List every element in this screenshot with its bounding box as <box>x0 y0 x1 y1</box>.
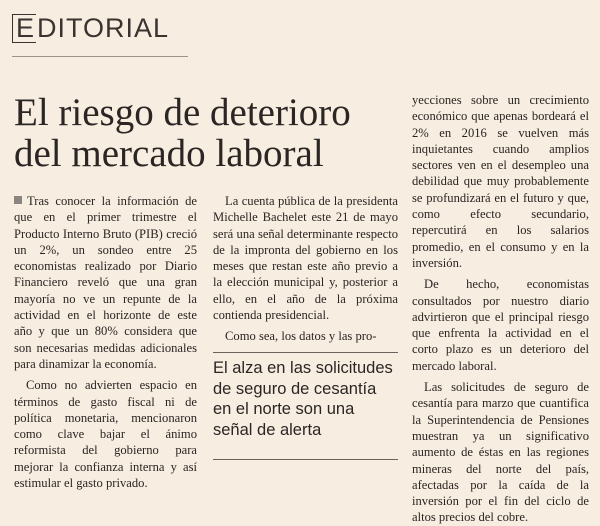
section-header-initial: E <box>12 14 36 43</box>
pullquote-top-rule <box>213 352 398 353</box>
paragraph: Como sea, los datos y las pro- <box>225 329 377 344</box>
section-header <box>12 14 169 43</box>
paragraph: De hecho, economistas consultados por nuestro diario advirtieron que el principal riesgo que enfrenta la actividad en el corto plazo es un deterioro del mercado laboral. <box>412 277 589 373</box>
header-rule <box>12 56 188 57</box>
paragraph: Las solicitudes de seguro de cesantía para marzo que cuantifica la Superintendencia de Pensiones muestran ya un significativo aumento de éstas en las regiones mineras del norte del país, afectadas por la caída de la inversión por el fin del ciclo de altos precios del cobre. <box>412 380 589 525</box>
pull-quote: El alza en las solicitudes de seguro de cesantía en el norte son una señal de alerta <box>213 359 393 439</box>
pullquote-bottom-rule <box>213 459 398 460</box>
section-header-text: DITORIAL <box>37 13 170 43</box>
article-headline: El riesgo de deterioro del mercado laboral <box>14 91 351 175</box>
paragraph-bullet <box>14 196 22 204</box>
paragraph: yecciones sobre un crecimiento económico que apenas bordeará el 2% en 2016 se vuelven más inquietantes cuando amplios sectores ven en el desempleo una debilidad que muy probablemente se profundizará en el futuro y que, como efecto secundario, repercutirá en los salarios promedio, en el consumo y en la inversión. <box>412 93 589 270</box>
paragraph: La cuenta pública de la presidenta Michelle Bachelet este 21 de mayo será una señal determinante respecto de la impronta del gobierno en los meses que restan este año previo a la elección municipal y, posterior a ello, en el año de la próxima contienda presidencial. <box>213 194 398 323</box>
paragraph <box>14 193 197 372</box>
article-column-1 <box>14 193 197 491</box>
article-column-2 <box>213 193 398 345</box>
paragraph: Como no advierten espacio en términos de gasto fiscal ni de política monetaria, mencionaron como clave bajar el ánimo reformista del gobierno para mejorar la confianza interna y así estimular el gasto privado. <box>14 378 197 491</box>
article-column-3 <box>412 92 589 526</box>
paragraph-text: Tras conocer la información de que en el primer trimestre el Producto Interno Bruto (PIB) creció un 2%, un sondeo entre 25 economistas realizado por Diario Financiero reveló que una gran mayoría no ve un repunte de la actividad en el horizonte de este año y que un 80% considera que son necesarias medidas adicionales para dinamizar la economía. <box>14 194 197 371</box>
